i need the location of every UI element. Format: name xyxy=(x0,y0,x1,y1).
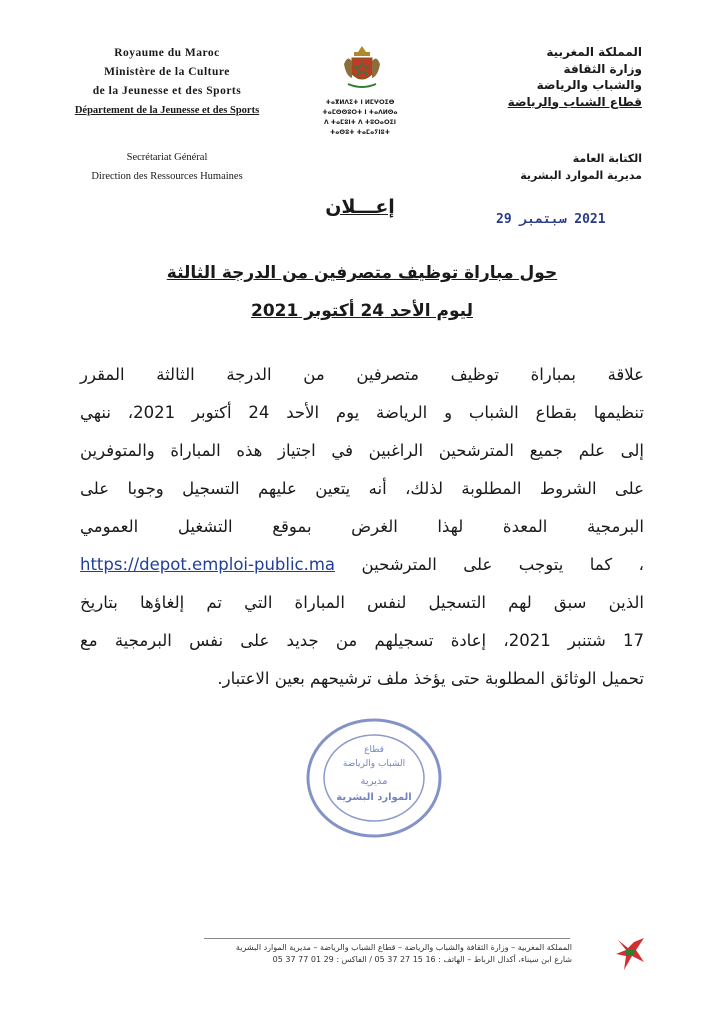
header-left-french xyxy=(62,44,272,120)
subtitle-line-2: ليوم الأحد 24 أكتوبر 2021 xyxy=(251,301,473,321)
header-ar-direction: مديرية الموارد البشرية xyxy=(520,169,642,182)
footer-line-1: المملكة المغربية – وزارة الثقافة والشباب والرياضة – قطاع الشباب والرياضة – مديرية الموارد البشرية xyxy=(235,943,572,952)
ministry-logo-icon xyxy=(614,936,648,976)
header-direction: Direction des Ressources Humaines xyxy=(91,171,243,182)
stamp-line-4: الموارد البشرية xyxy=(336,792,412,803)
footer-divider xyxy=(204,938,570,939)
body-line: تحميل الوثائق المطلوبة حتى يؤخذ ملف ترشيحهم بعين الاعتبار. xyxy=(217,669,644,688)
header-ar-kingdom: المملكة المغربية xyxy=(546,45,642,59)
stamp-line-1: قطاع xyxy=(364,745,384,755)
header-right-arabic xyxy=(492,44,642,110)
header-ministry: Ministère de la Culture xyxy=(104,66,230,78)
body-line: علاقة بمباراة توظيف متصرفين من الدرجة الثالثة المقرر xyxy=(80,365,644,384)
header-right-direction xyxy=(492,150,642,184)
header-ar-secretariat: الكتابة العامة xyxy=(572,152,642,165)
body-line: 17 شتنبر 2021، إعادة تسجيلهم من جديد على نفس البرمجية مع xyxy=(80,631,645,650)
body-line: الذين سبق لهم التسجيل لنفس المباراة التي تم إلغاؤها بتاريخ xyxy=(80,593,644,612)
body-line: تنظيمها بقطاع الشباب و الرياضة يوم الأحد 24 أكتوبر 2021، ننهي xyxy=(80,403,644,422)
announcement-body xyxy=(80,356,644,698)
footer-line-2: شارع ابن سيناء، أكدال الرباط – الهاتف : 16 15 27 37 05 / الفاكس : 29 01 77 37 05 xyxy=(272,955,572,964)
header-secretariat: Secrétariat Général xyxy=(126,152,208,163)
body-line: البرمجية المعدة لهذا الغرض بموقع التشغيل العمومي xyxy=(80,517,644,536)
header-ministry-cont: de la Jeunesse et des Sports xyxy=(92,85,242,97)
header-ar-ministry: وزارة الثقافة xyxy=(563,61,642,76)
subtitle-line-1: حول مباراة توظيف متصرفين من الدرجة الثالثة xyxy=(166,263,558,283)
document-subtitle xyxy=(120,254,604,330)
body-line: إلى علم جميع المترشحين الراغبين في اجتياز هذه المباراة والمتوفرين xyxy=(80,441,644,460)
header-ar-department: قطاع الشباب والرياضة xyxy=(507,94,642,109)
header-left-direction xyxy=(62,148,272,186)
header-ar-ministry-cont: والشباب والرياضة xyxy=(536,78,642,92)
body-line: على الشروط المطلوبة لذلك، أنه يتعين عليهم التسجيل وجوبا على xyxy=(80,479,644,498)
footer xyxy=(200,942,572,966)
tifinagh-line-2: ⵜⴰⵎⵙⵙⵓⵔⵜ ⵏ ⵜⴰⴷⵍⵙⴰ xyxy=(322,109,398,116)
tifinagh-line-3: ⴷ ⵜⴰⵎⵓⵏⵜ ⴷ ⵜⵓⵔⴰⵔⵉⵏ xyxy=(324,119,396,126)
body-line-6-text: ، كما يتوجب على المترشحين xyxy=(361,555,644,574)
emploi-public-link[interactable]: https://depot.emploi-public.ma xyxy=(80,555,336,574)
header-tifinagh xyxy=(300,98,420,138)
tifinagh-line-4: ⵜⴰⵙⵓⵜ ⵜⴰⵎⴰⵢⵏⵓⵜ xyxy=(330,129,390,136)
header-department: Département de la Jeunesse et des Sports xyxy=(74,105,260,116)
document-title: إعـــلان xyxy=(325,196,395,218)
tifinagh-line-1: ⵜⴰⴳⵍⴷⵉⵜ ⵏ ⵍⵎⵖⵔⵉⴱ xyxy=(325,99,395,106)
date-stamp: 2021 سبتمبر 29 xyxy=(496,212,606,227)
stamp-line-2: الشباب والرياضة xyxy=(342,759,406,769)
coat-of-arms-icon xyxy=(340,44,384,92)
body-line-with-link xyxy=(80,546,644,584)
official-stamp xyxy=(300,712,448,844)
header-kingdom: Royaume du Maroc xyxy=(114,47,220,59)
stamp-line-3: مديرية xyxy=(360,776,388,787)
